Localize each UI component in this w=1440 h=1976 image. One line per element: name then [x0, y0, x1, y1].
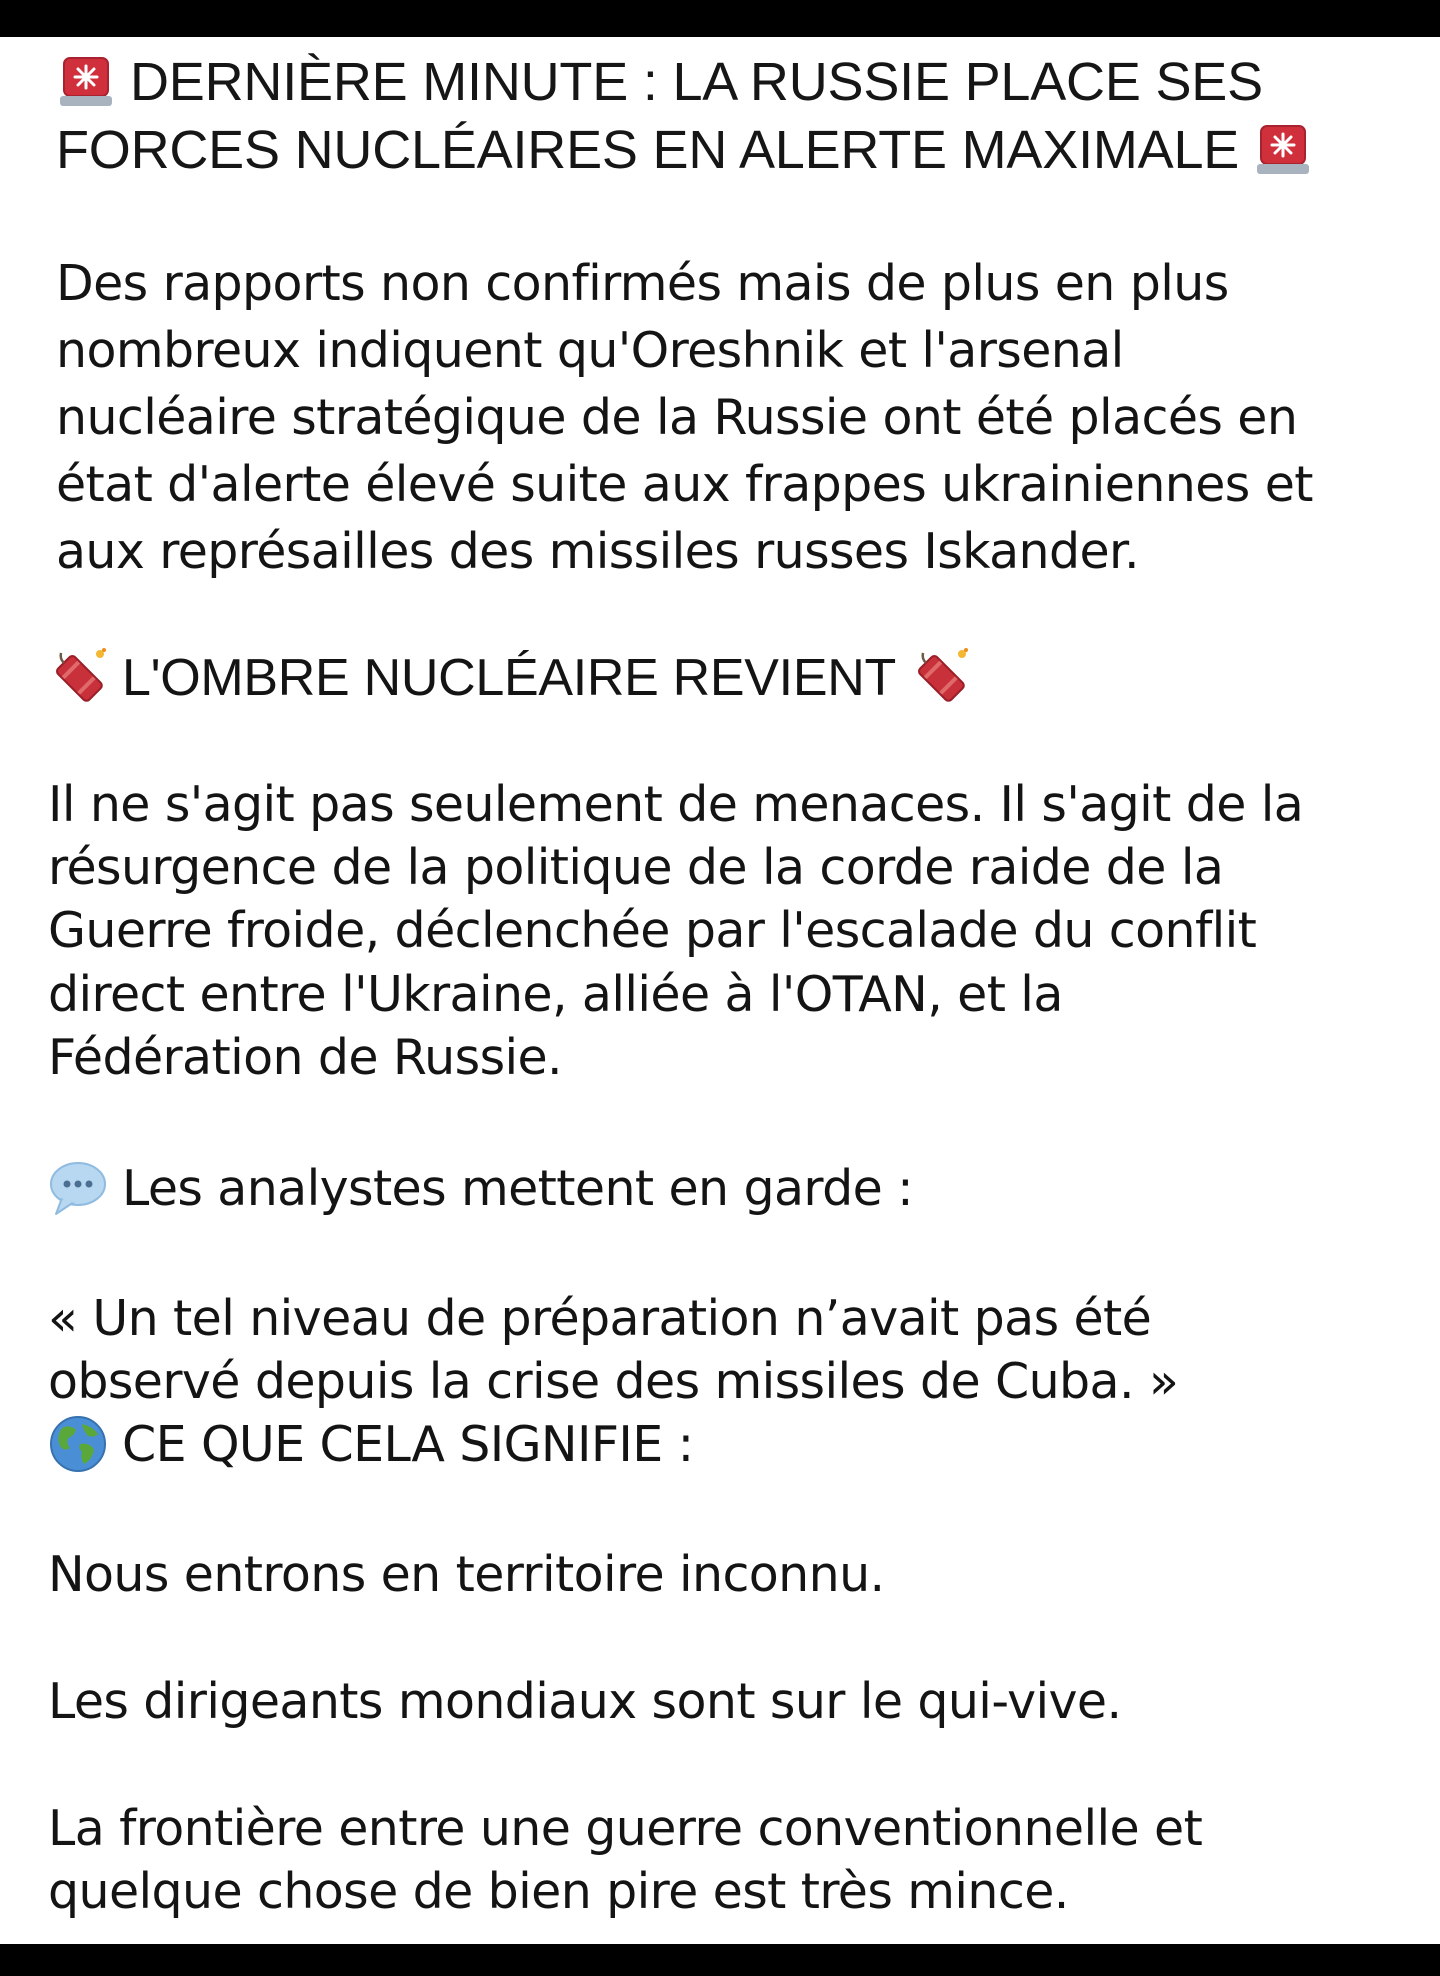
headline-text-2: FORCES NUCLÉAIRES EN ALERTE MAXIMALE [56, 120, 1240, 180]
section3-heading [48, 1412, 694, 1478]
section2-heading [48, 1156, 913, 1222]
statement3-line-1: La frontière entre une guerre conventionnelle et [48, 1800, 1203, 1857]
section2-title: Les analystes mettent en garde : [122, 1160, 914, 1217]
section1-heading [48, 645, 970, 711]
statement3-line-2: quelque chose de bien pire est très mince. [48, 1863, 1069, 1920]
paragraph1-line-1: Des rapports non confirmés mais de plus en plus [56, 255, 1229, 312]
paragraph1-line-4: état d'alerte élevé suite aux frappes ukrainiennes et [56, 456, 1313, 513]
globe-icon [48, 1414, 108, 1474]
firecracker-icon [910, 647, 970, 707]
post-content [0, 37, 1440, 1944]
paragraph2-line-2: résurgence de la politique de la corde raide de la [48, 839, 1224, 896]
statement1-line: Nous entrons en territoire inconnu. [48, 1546, 885, 1603]
headline-line-1 [56, 49, 1263, 115]
paragraph1-line-5: aux représailles des missiles russes Iskander. [56, 523, 1140, 580]
police-light-icon [1253, 120, 1313, 180]
quote-line-1: « Un tel niveau de préparation n’avait pas été [48, 1290, 1152, 1347]
top-frame-bar [0, 0, 1440, 37]
paragraph2-line-1: Il ne s'agit pas seulement de menaces. Il s'agit de la [48, 776, 1304, 833]
section3-title: CE QUE CELA SIGNIFIE : [122, 1416, 694, 1473]
paragraph2-line-5: Fédération de Russie. [48, 1029, 563, 1086]
statement2-line: Les dirigeants mondiaux sont sur le qui-vive. [48, 1673, 1122, 1730]
police-light-icon [56, 52, 116, 112]
bottom-frame-bar [0, 1944, 1440, 1976]
headline-text-1: DERNIÈRE MINUTE : LA RUSSIE PLACE SES [130, 52, 1263, 112]
firecracker-icon [48, 647, 108, 707]
paragraph1-line-3: nucléaire stratégique de la Russie ont été placés en [56, 389, 1298, 446]
paragraph1-line-2: nombreux indiquent qu'Oreshnik et l'arsenal [56, 322, 1124, 379]
paragraph2-line-3: Guerre froide, déclenchée par l'escalade du conflit [48, 902, 1257, 959]
speech-bubble-icon [48, 1158, 108, 1218]
paragraph2-line-4: direct entre l'Ukraine, alliée à l'OTAN, et la [48, 966, 1063, 1023]
section1-title: L'OMBRE NUCLÉAIRE REVIENT [122, 649, 896, 707]
quote-line-2: observé depuis la crise des missiles de Cuba. » [48, 1353, 1179, 1410]
headline-line-2 [56, 117, 1313, 183]
